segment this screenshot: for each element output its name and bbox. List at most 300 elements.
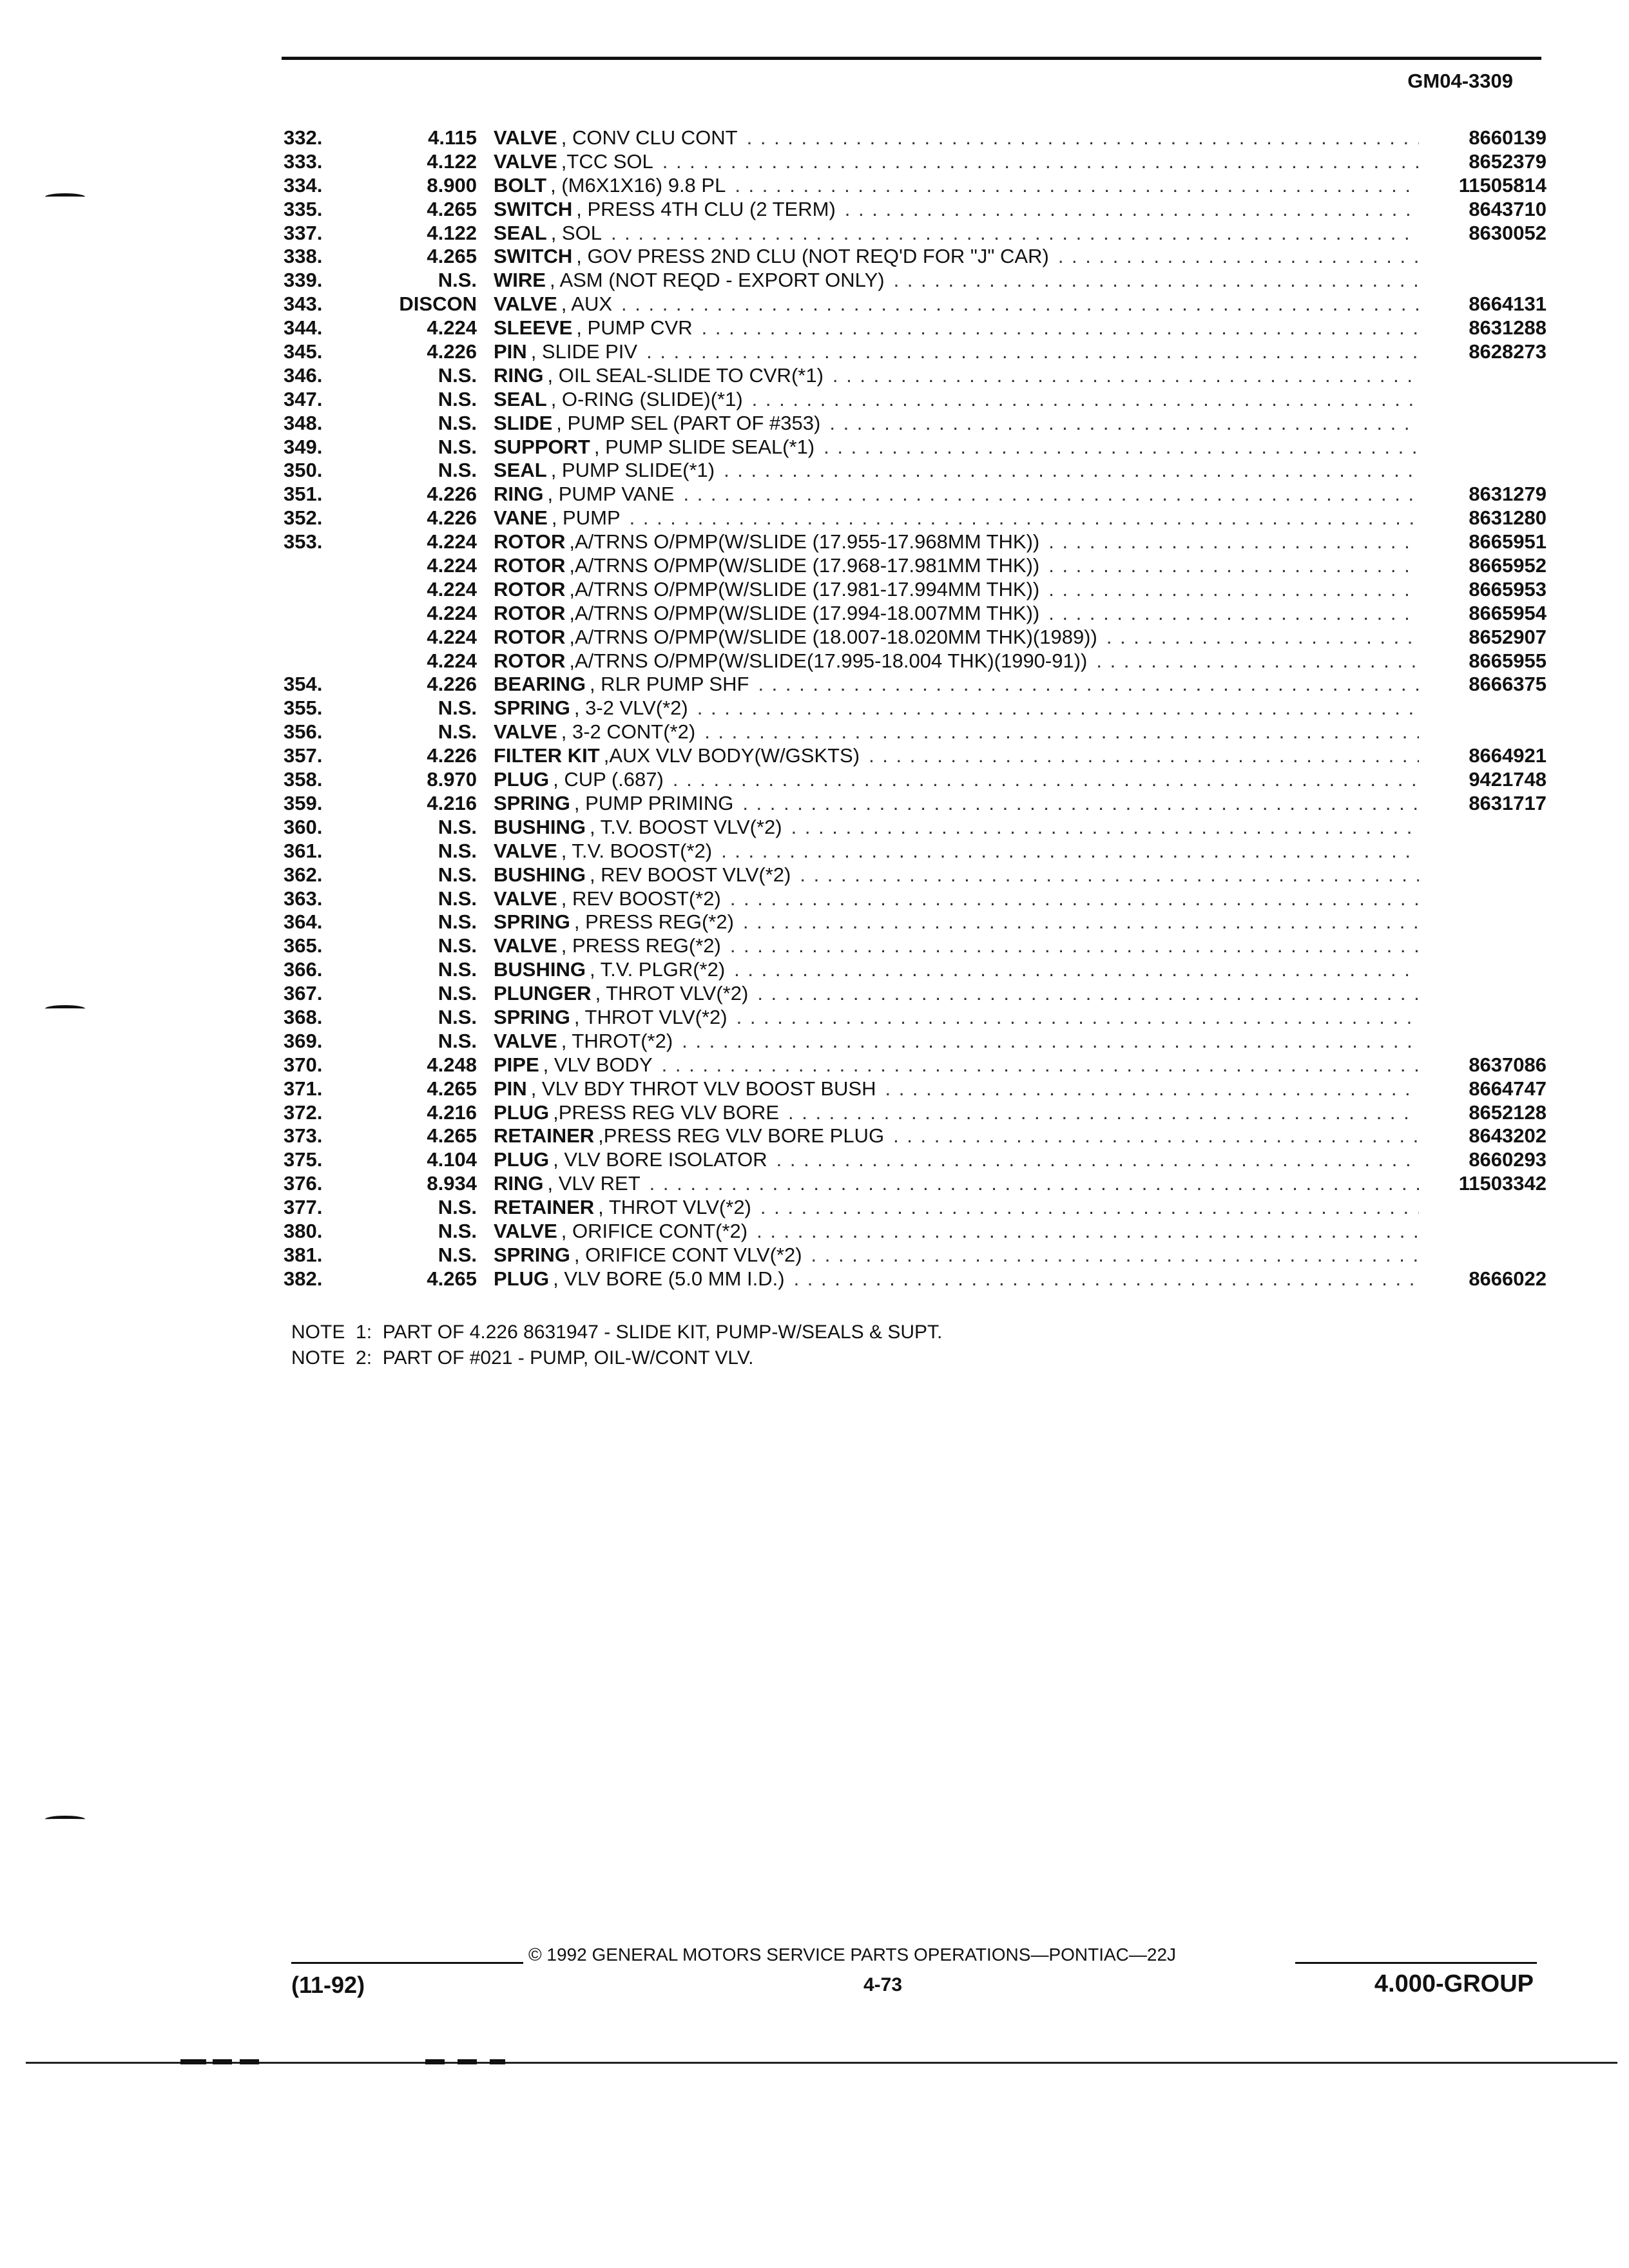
- group-number: N.S.: [438, 982, 477, 1005]
- scan-dash: [490, 2059, 505, 2064]
- ref-number: 366.: [284, 958, 323, 981]
- part-number: 8637086: [1469, 1053, 1547, 1076]
- part-number: 8660139: [1469, 126, 1547, 149]
- ref-number: 333.: [284, 149, 323, 173]
- part-number: [1424, 910, 1547, 934]
- group-number: N.S.: [438, 697, 477, 720]
- part-detail: ,A/TRNS O/PMP(W/SLIDE (18.007-18.020MM THK)(1989)): [569, 625, 1097, 648]
- parts-row: [284, 744, 1547, 768]
- group-number: 4.265: [427, 1077, 477, 1100]
- ref-number: 354.: [284, 673, 323, 696]
- part-name: VALVE: [494, 126, 557, 149]
- description: [494, 1172, 1424, 1196]
- description: [494, 222, 1424, 245]
- part-detail: , ORIFICE CONT VLV(*2): [574, 1243, 802, 1266]
- part-number: 8664747: [1469, 1077, 1547, 1100]
- leader-dots: [894, 269, 1419, 293]
- group-number: 4.265: [427, 1124, 477, 1148]
- part-number: [1424, 1006, 1547, 1030]
- parts-row: [284, 198, 1547, 222]
- description: [494, 506, 1424, 530]
- part-number: 8652379: [1469, 149, 1547, 173]
- ref-number: 380.: [284, 1219, 323, 1242]
- part-number: [1424, 863, 1547, 887]
- part-number: 8643710: [1469, 197, 1547, 220]
- part-number: [1424, 697, 1547, 720]
- part-detail: , 3-2 CONT(*2): [561, 720, 696, 744]
- part-number: 8664921: [1469, 744, 1547, 767]
- description: [494, 840, 1424, 863]
- part-name: RING: [494, 483, 544, 506]
- part-name: FILTER KIT: [494, 744, 600, 767]
- group-number: 4.224: [427, 554, 477, 577]
- leader-dots: [662, 1053, 1419, 1077]
- part-number: [1424, 412, 1547, 436]
- group-number: 4.224: [427, 625, 477, 648]
- part-number: 8665952: [1469, 554, 1547, 577]
- part-detail: , THROT(*2): [561, 1029, 673, 1052]
- part-detail: , PUMP: [551, 506, 621, 530]
- leader-dots: [650, 1172, 1419, 1196]
- ref-number: [284, 554, 375, 578]
- leader-dots: [735, 174, 1419, 198]
- leader-dots: [794, 1267, 1419, 1291]
- parts-row: [284, 530, 1547, 554]
- leader-dots: [1048, 578, 1419, 602]
- description: [494, 1124, 1424, 1148]
- part-name: PLUG: [494, 1100, 550, 1124]
- ref-number: 370.: [284, 1053, 323, 1076]
- parts-row: [284, 412, 1547, 436]
- description: [494, 910, 1424, 934]
- parts-row: [284, 792, 1547, 816]
- ref-number: 349.: [284, 435, 323, 458]
- parts-list: [284, 126, 1547, 1291]
- part-number: 11505814: [1458, 173, 1547, 197]
- header-rule: [282, 57, 1541, 60]
- part-name: VALVE: [494, 887, 557, 910]
- parts-row: [284, 720, 1547, 744]
- part-name: SWITCH: [494, 197, 573, 220]
- description: [494, 863, 1424, 887]
- group-number: N.S.: [438, 910, 477, 934]
- description: [494, 720, 1424, 744]
- parts-row: [284, 483, 1547, 506]
- part-name: PIN: [494, 340, 527, 363]
- part-name: SWITCH: [494, 245, 573, 268]
- description: [494, 388, 1424, 412]
- ref-number: 357.: [284, 744, 323, 767]
- ref-number: [284, 626, 375, 649]
- part-name: SEAL: [494, 387, 547, 410]
- part-number: [1424, 1196, 1547, 1220]
- revision-date: (11-92): [291, 1972, 365, 1998]
- binder-mark: [45, 193, 85, 200]
- part-detail: ,A/TRNS O/PMP(W/SLIDE (17.968-17.981MM THK)): [569, 554, 1040, 577]
- parts-row: [284, 388, 1547, 412]
- scan-dash: [458, 2059, 477, 2064]
- parts-row: [284, 1101, 1547, 1125]
- part-name: ROTOR: [494, 577, 566, 601]
- parts-row: [284, 697, 1547, 720]
- parts-row: [284, 293, 1547, 316]
- parts-row: [284, 816, 1547, 840]
- binder-mark: [45, 1005, 85, 1012]
- part-number: [1424, 840, 1547, 863]
- part-name: ROTOR: [494, 601, 566, 624]
- description: [494, 245, 1424, 269]
- part-detail: , PUMP SLIDE SEAL(*1): [593, 435, 815, 458]
- group-number: N.S.: [438, 1029, 477, 1052]
- group-number: N.S.: [438, 839, 477, 862]
- group-number: 4.216: [427, 791, 477, 814]
- parts-row: [284, 316, 1547, 340]
- part-detail: , PUMP VANE: [547, 483, 675, 506]
- part-detail: , T.V. PLGR(*2): [589, 958, 726, 981]
- description: [494, 1220, 1424, 1244]
- leader-dots: [757, 1220, 1419, 1244]
- leader-dots: [1106, 626, 1419, 649]
- ref-number: 350.: [284, 459, 323, 482]
- part-number: 8631280: [1469, 506, 1547, 530]
- ref-number: 365.: [284, 934, 323, 957]
- leader-dots: [760, 1196, 1419, 1220]
- part-number: [1424, 1220, 1547, 1244]
- part-name: SPRING: [494, 791, 570, 814]
- description: [494, 982, 1424, 1006]
- group-number: 8.970: [427, 768, 477, 791]
- group-number: 4.224: [427, 649, 477, 672]
- group-number: N.S.: [438, 863, 477, 886]
- parts-row: [284, 982, 1547, 1006]
- part-detail: , THROT VLV(*2): [598, 1196, 751, 1219]
- parts-row: [284, 506, 1547, 530]
- ref-number: 363.: [284, 887, 323, 910]
- leader-dots: [752, 388, 1419, 412]
- ref-number: 373.: [284, 1124, 323, 1148]
- leader-dots: [824, 436, 1419, 459]
- parts-row: [284, 578, 1547, 602]
- group-number: 4.224: [427, 601, 477, 624]
- part-number: 8664131: [1469, 293, 1547, 316]
- group-number: DISCON: [399, 293, 477, 316]
- part-number: 8665955: [1469, 649, 1547, 672]
- ref-number: 359.: [284, 791, 323, 814]
- leader-dots: [737, 1006, 1419, 1030]
- group-number: N.S.: [438, 958, 477, 981]
- part-detail: ,A/TRNS O/PMP(W/SLIDE (17.955-17.968MM THK)): [569, 530, 1040, 553]
- description: [494, 269, 1424, 293]
- group-number: 4.226: [427, 340, 477, 363]
- part-name: SLEEVE: [494, 316, 573, 340]
- parts-row: [284, 459, 1547, 483]
- part-number: [1424, 887, 1547, 911]
- parts-row: [284, 340, 1547, 364]
- group-number: 8.900: [427, 173, 477, 197]
- part-number: [1424, 388, 1547, 412]
- part-detail: , VLV BORE (5.0 MM I.D.): [553, 1267, 785, 1290]
- description: [494, 816, 1424, 840]
- part-detail: , OIL SEAL-SLIDE TO CVR(*1): [547, 363, 824, 387]
- footer-rule-right: [1295, 1962, 1537, 1964]
- part-name: VALVE: [494, 1029, 557, 1052]
- parts-row: [284, 958, 1547, 982]
- group-number: N.S.: [438, 387, 477, 410]
- part-number: 8652128: [1469, 1100, 1547, 1124]
- ref-number: 369.: [284, 1029, 323, 1052]
- parts-row: [284, 1006, 1547, 1030]
- leader-dots: [1048, 530, 1419, 554]
- parts-row: [284, 602, 1547, 626]
- part-name: SLIDE: [494, 411, 553, 434]
- part-number: [1424, 436, 1547, 459]
- description: [494, 198, 1424, 222]
- ref-number: [284, 602, 375, 626]
- part-detail: , T.V. BOOST VLV(*2): [589, 815, 782, 838]
- leader-dots: [1058, 245, 1419, 269]
- leader-dots: [611, 222, 1419, 245]
- ref-number: 334.: [284, 173, 323, 197]
- leader-dots: [845, 198, 1419, 222]
- notes: [291, 1320, 942, 1371]
- part-name: ROTOR: [494, 530, 566, 553]
- description: [494, 1101, 1424, 1125]
- description: [494, 768, 1424, 792]
- part-detail: , PUMP SEL (PART OF #353): [556, 411, 821, 434]
- part-name: PLUG: [494, 768, 550, 791]
- leader-dots: [1096, 649, 1419, 673]
- group-label: 4.000-GROUP: [1374, 1970, 1534, 1997]
- description: [494, 174, 1424, 198]
- parts-row: [284, 840, 1547, 863]
- part-detail: ,A/TRNS O/PMP(W/SLIDE (17.981-17.994MM THK)): [569, 577, 1040, 601]
- part-name: SPRING: [494, 1243, 570, 1266]
- ref-number: 360.: [284, 815, 323, 838]
- part-name: ROTOR: [494, 649, 566, 672]
- ref-number: 362.: [284, 863, 323, 886]
- description: [494, 483, 1424, 506]
- description: [494, 436, 1424, 459]
- leader-dots: [788, 1101, 1419, 1125]
- leader-dots: [811, 1244, 1419, 1267]
- leader-dots: [697, 697, 1419, 720]
- ref-number: 353.: [284, 530, 323, 553]
- parts-row: [284, 1244, 1547, 1267]
- leader-dots: [758, 673, 1419, 697]
- part-name: SPRING: [494, 910, 570, 934]
- leader-dots: [662, 150, 1419, 174]
- leader-dots: [742, 792, 1419, 816]
- part-name: VALVE: [494, 1219, 557, 1242]
- note-1: NOTE 1: PART OF 4.226 8631947 - SLIDE KIT, PUMP-W/SEALS & SUPT.: [291, 1321, 943, 1343]
- group-number: 4.248: [427, 1053, 477, 1076]
- leader-dots: [630, 506, 1419, 530]
- group-number: N.S.: [438, 1219, 477, 1242]
- part-detail: , SLIDE PIV: [530, 340, 638, 363]
- part-detail: , VLV BORE ISOLATOR: [553, 1148, 767, 1171]
- leader-dots: [704, 720, 1419, 744]
- parts-row: [284, 1267, 1547, 1291]
- part-detail: , VLV BODY: [543, 1053, 653, 1076]
- part-name: RING: [494, 363, 544, 387]
- description: [494, 1077, 1424, 1101]
- part-name: PLUG: [494, 1148, 550, 1171]
- part-name: VALVE: [494, 720, 557, 744]
- binder-mark: [45, 1816, 85, 1823]
- part-number: 8631279: [1469, 483, 1547, 506]
- leader-dots: [743, 910, 1419, 934]
- ref-number: 368.: [284, 1005, 323, 1028]
- group-number: 4.115: [428, 126, 477, 149]
- part-name: VALVE: [494, 839, 557, 862]
- note-2: NOTE 2: PART OF #021 - PUMP, OIL-W/CONT VLV.: [291, 1347, 754, 1369]
- group-number: N.S.: [438, 815, 477, 838]
- part-number: [1424, 720, 1547, 744]
- ref-number: 372.: [284, 1100, 323, 1124]
- description: [494, 316, 1424, 340]
- group-number: N.S.: [438, 1005, 477, 1028]
- description: [494, 554, 1424, 578]
- ref-number: 343.: [284, 293, 323, 316]
- leader-dots: [747, 126, 1419, 150]
- leader-dots: [721, 840, 1419, 863]
- leader-dots: [833, 364, 1419, 388]
- ref-number: 335.: [284, 197, 323, 220]
- part-name: RING: [494, 1172, 544, 1195]
- description: [494, 934, 1424, 958]
- ref-number: 344.: [284, 316, 323, 340]
- parts-row: [284, 673, 1547, 697]
- scan-dash: [213, 2059, 232, 2064]
- scan-dash: [240, 2059, 259, 2064]
- part-name: BUSHING: [494, 815, 586, 838]
- part-number: [1424, 1030, 1547, 1053]
- parts-row: [284, 1220, 1547, 1244]
- part-name: SUPPORT: [494, 435, 590, 458]
- part-number: 8643202: [1469, 1124, 1547, 1148]
- ref-number: 375.: [284, 1148, 323, 1171]
- group-number: 4.226: [427, 673, 477, 696]
- part-detail: , THROT VLV(*2): [574, 1005, 728, 1028]
- description: [494, 649, 1424, 673]
- group-number: N.S.: [438, 435, 477, 458]
- description: [494, 673, 1424, 697]
- ref-number: 382.: [284, 1267, 323, 1290]
- part-detail: , SOL: [550, 221, 602, 244]
- part-number: 8666022: [1469, 1267, 1547, 1290]
- parts-row: [284, 1196, 1547, 1220]
- part-name: SEAL: [494, 459, 547, 482]
- ref-number: 352.: [284, 506, 323, 530]
- description: [494, 293, 1424, 316]
- group-number: 4.226: [427, 483, 477, 506]
- group-number: 4.216: [427, 1100, 477, 1124]
- part-number: [1424, 982, 1547, 1006]
- scan-dash: [425, 2059, 445, 2064]
- parts-row: [284, 126, 1547, 150]
- part-detail: ,PRESS REG VLV BORE PLUG: [598, 1124, 885, 1148]
- part-detail: , RLR PUMP SHF: [589, 673, 749, 696]
- group-number: N.S.: [438, 269, 477, 292]
- parts-row: [284, 364, 1547, 388]
- group-number: 4.122: [427, 149, 477, 173]
- ref-number: 347.: [284, 387, 323, 410]
- part-name: ROTOR: [494, 554, 566, 577]
- parts-row: [284, 1030, 1547, 1053]
- part-name: BUSHING: [494, 863, 586, 886]
- parts-row: [284, 934, 1547, 958]
- description: [494, 364, 1424, 388]
- description: [494, 1148, 1424, 1172]
- group-number: N.S.: [438, 459, 477, 482]
- part-name: VALVE: [494, 934, 557, 957]
- ref-number: 376.: [284, 1172, 323, 1195]
- ref-number: 381.: [284, 1243, 323, 1266]
- leader-dots: [829, 412, 1419, 436]
- parts-row: [284, 1172, 1547, 1196]
- group-number: 4.122: [427, 221, 477, 244]
- parts-row: [284, 554, 1547, 578]
- part-detail: ,PRESS REG VLV BORE: [553, 1100, 779, 1124]
- leader-dots: [682, 1030, 1419, 1053]
- leader-dots: [734, 958, 1419, 982]
- part-detail: , PUMP PRIMING: [574, 791, 734, 814]
- part-number: 11503342: [1458, 1172, 1547, 1195]
- description: [494, 1244, 1424, 1267]
- part-detail: , CUP (.687): [553, 768, 664, 791]
- part-detail: , PRESS REG(*2): [574, 910, 734, 934]
- ref-number: 351.: [284, 483, 323, 506]
- leader-dots: [869, 744, 1419, 768]
- part-detail: , (M6X1X16) 9.8 PL: [550, 173, 726, 197]
- leader-dots: [800, 863, 1419, 887]
- ref-number: 338.: [284, 245, 323, 268]
- parts-row: [284, 436, 1547, 459]
- part-name: PIN: [494, 1077, 527, 1100]
- part-name: SEAL: [494, 221, 547, 244]
- description: [494, 697, 1424, 720]
- part-name: VANE: [494, 506, 548, 530]
- description: [494, 126, 1424, 150]
- part-detail: , VLV RET: [547, 1172, 641, 1195]
- parts-row: [284, 1077, 1547, 1101]
- part-number: 8631717: [1469, 791, 1547, 814]
- ref-number: 345.: [284, 340, 323, 363]
- part-detail: , GOV PRESS 2ND CLU (NOT REQ'D FOR "J" CAR): [576, 245, 1049, 268]
- group-number: 4.104: [427, 1148, 477, 1171]
- description: [494, 744, 1424, 768]
- group-number: N.S.: [438, 887, 477, 910]
- ref-number: 355.: [284, 697, 323, 720]
- part-number: 8665953: [1469, 577, 1547, 601]
- leader-dots: [757, 982, 1419, 1006]
- description: [494, 412, 1424, 436]
- part-number: [1424, 934, 1547, 958]
- parts-row: [284, 910, 1547, 934]
- part-detail: , VLV BDY THROT VLV BOOST BUSH: [530, 1077, 876, 1100]
- part-detail: , ASM (NOT REQD - EXPORT ONLY): [549, 269, 885, 292]
- leader-dots: [885, 1077, 1419, 1101]
- part-detail: , 3-2 VLV(*2): [574, 697, 688, 720]
- group-number: N.S.: [438, 720, 477, 744]
- part-number: 9421748: [1469, 768, 1547, 791]
- ref-number: 371.: [284, 1077, 323, 1100]
- ref-number: 356.: [284, 720, 323, 744]
- part-number: [1424, 459, 1547, 483]
- ref-number: 361.: [284, 839, 323, 862]
- leader-dots: [893, 1124, 1419, 1148]
- part-name: VALVE: [494, 293, 557, 316]
